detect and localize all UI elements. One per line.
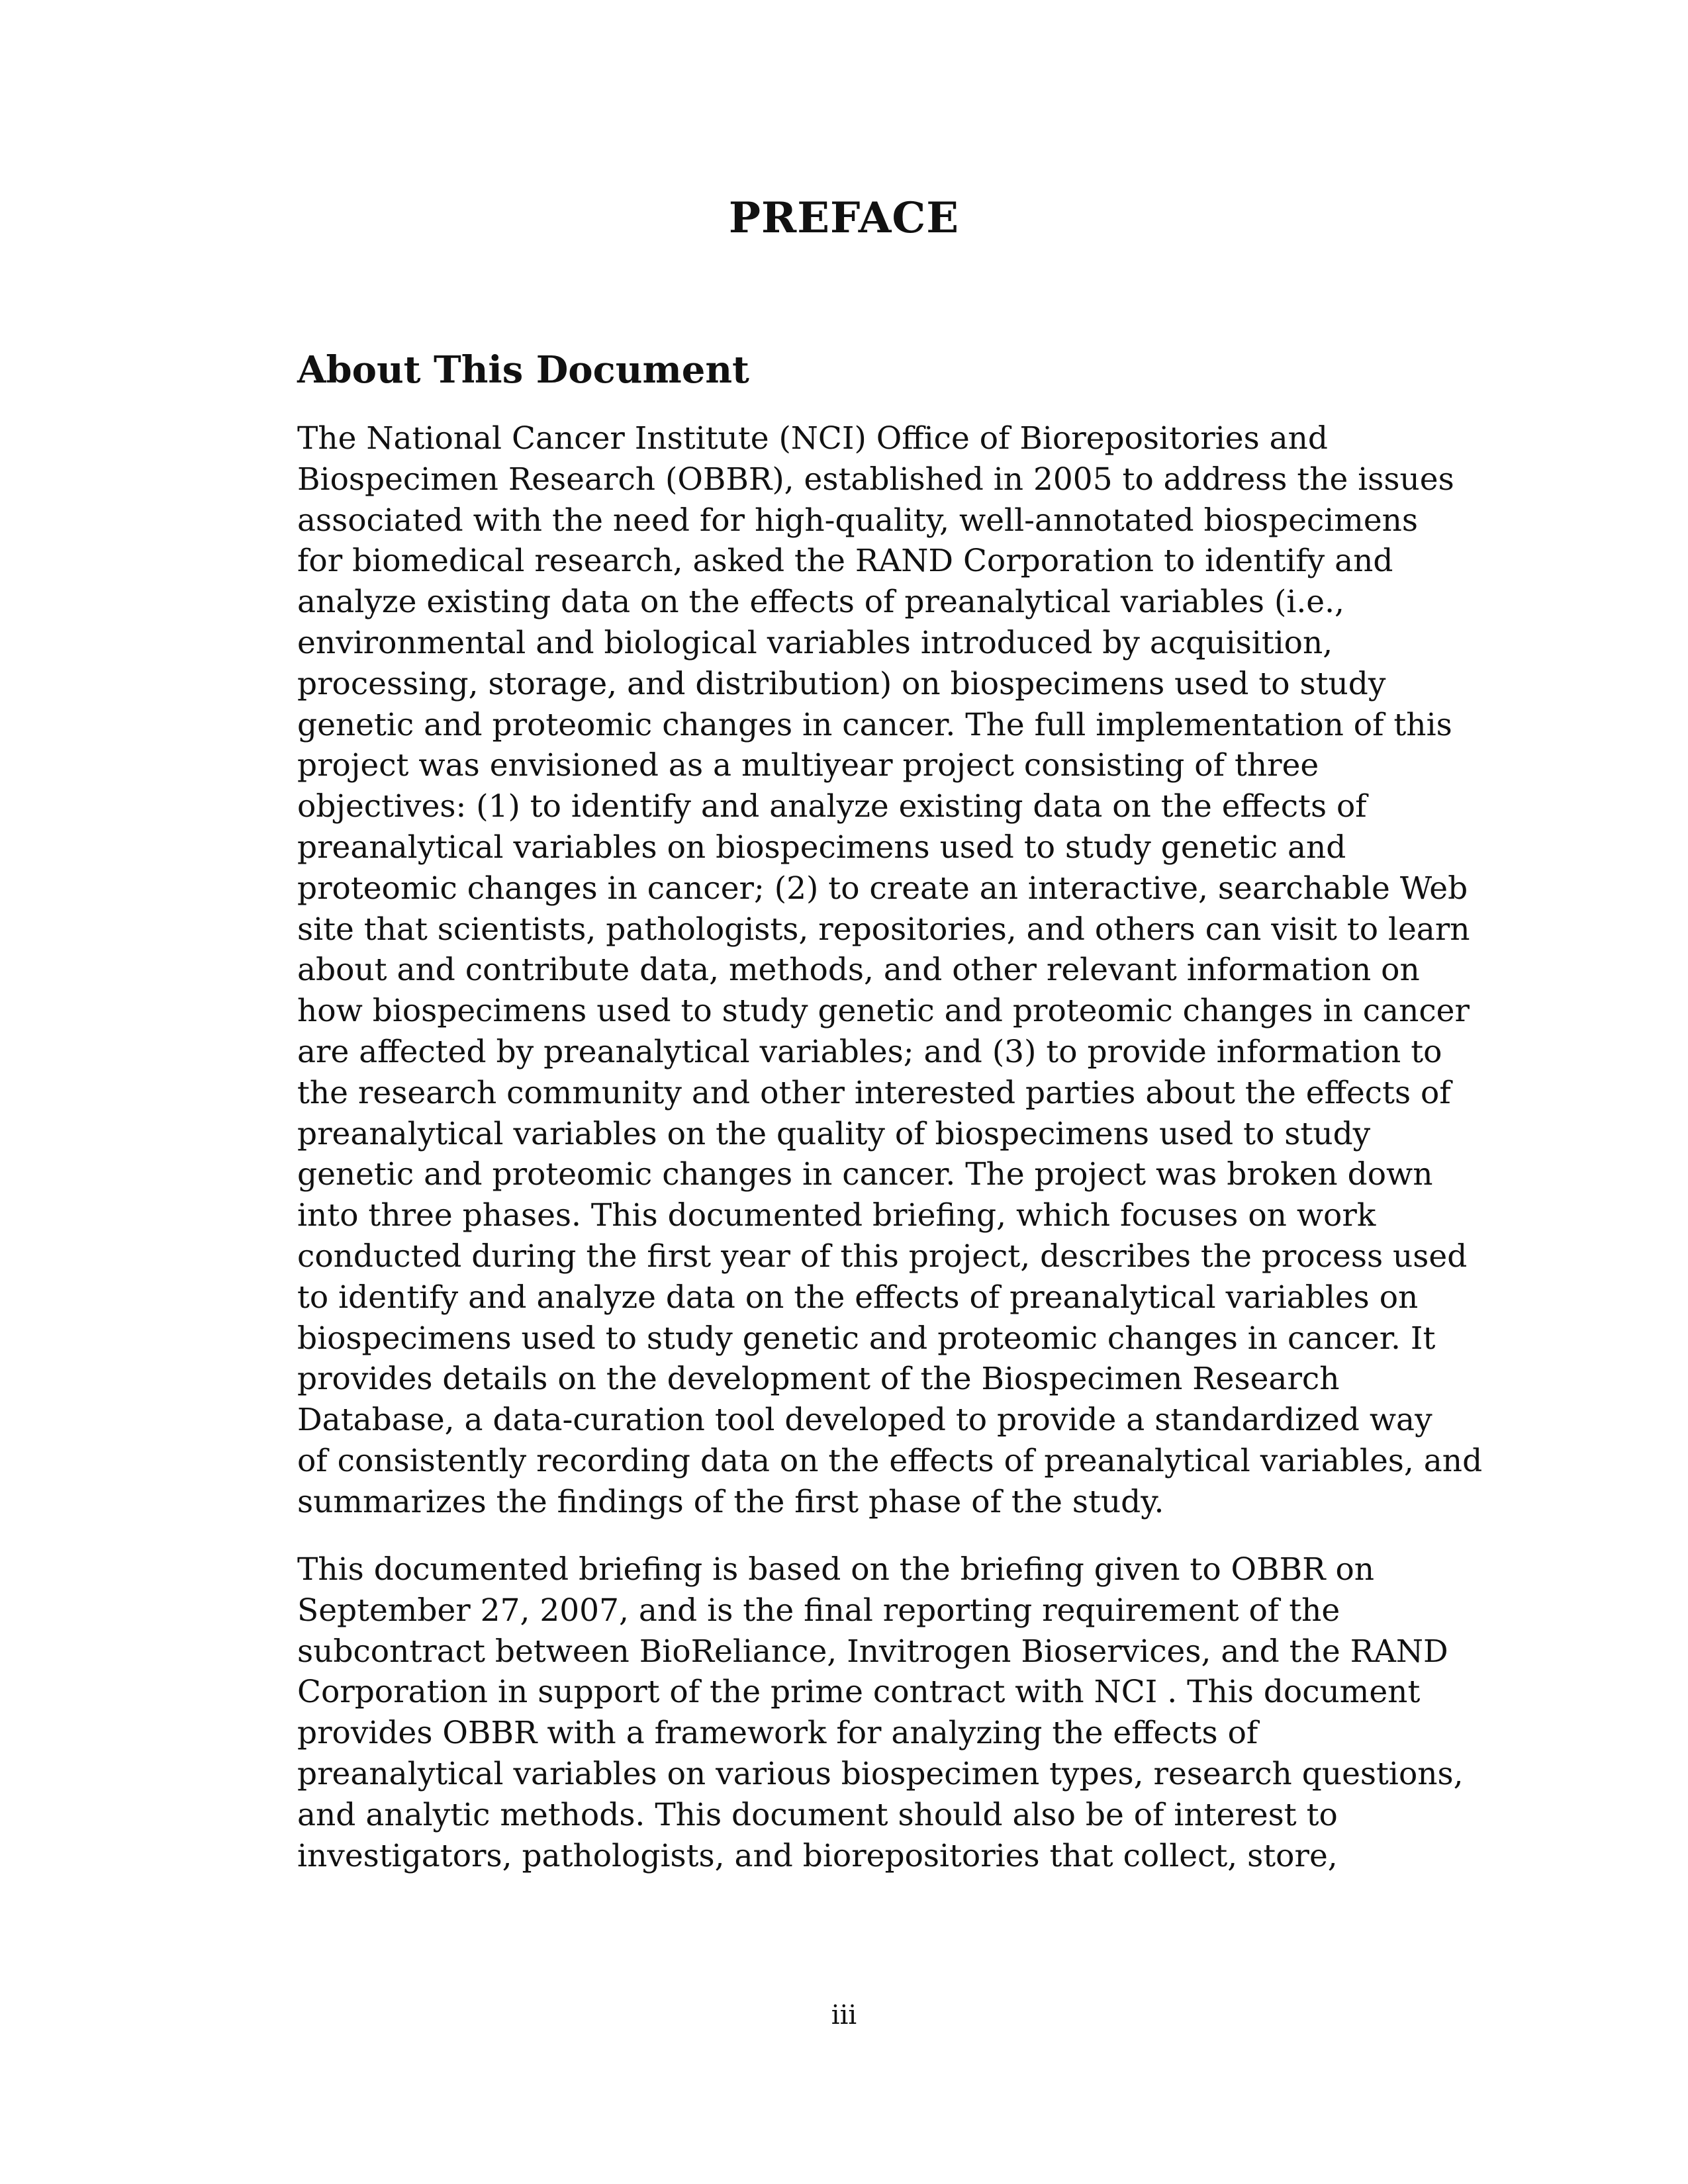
text-line: summarizes the findings of the first phase of the study. <box>297 1483 1164 1520</box>
text-line: investigators, pathologists, and biorepositories that collect, store, <box>297 1837 1338 1874</box>
text-line: conducted during the first year of this project, describes the process used <box>297 1238 1468 1275</box>
text-line: associated with the need for high-quality, well-annotated biospecimens <box>297 502 1419 539</box>
text-line: environmental and biological variables introduced by acquisition, <box>297 624 1333 661</box>
text-line: are affected by preanalytical variables; and (3) to provide information to <box>297 1033 1442 1070</box>
text-line: of consistently recording data on the effects of preanalytical variables, and <box>297 1442 1483 1479</box>
text-line: site that scientists, pathologists, repositories, and others can visit to learn <box>297 911 1470 948</box>
text-line: and analytic methods. This document should also be of interest to <box>297 1796 1338 1833</box>
text-line: preanalytical variables on biospecimens used to study genetic and <box>297 829 1346 866</box>
text-line: genetic and proteomic changes in cancer. The full implementation of this <box>297 706 1452 743</box>
paragraph-briefing <box>297 1549 1464 1876</box>
text-line: biospecimens used to study genetic and proteomic changes in cancer. It <box>297 1320 1436 1357</box>
text-line: project was envisioned as a multiyear project consisting of three <box>297 747 1319 784</box>
section-heading: About This Document <box>297 348 749 392</box>
text-line: analyze existing data on the effects of preanalytical variables (i.e., <box>297 584 1344 621</box>
text-line: proteomic changes in cancer; (2) to create an interactive, searchable Web <box>297 870 1468 907</box>
text-line: Database, a data-curation tool developed to provide a standardized way <box>297 1402 1432 1439</box>
text-line: processing, storage, and distribution) on biospecimens used to study <box>297 665 1386 702</box>
text-line: genetic and proteomic changes in cancer. The project was broken down <box>297 1156 1433 1193</box>
text-line: to identify and analyze data on the effects of preanalytical variables on <box>297 1279 1419 1316</box>
text-line: Biospecimen Research (OBBR), established in 2005 to address the issues <box>297 461 1454 498</box>
text-line: This documented briefing is based on the briefing given to OBBR on <box>297 1551 1375 1588</box>
text-line: for biomedical research, asked the RAND Corporation to identify and <box>297 543 1393 580</box>
text-line: Corporation in support of the prime contract with NCI . This document <box>297 1674 1421 1711</box>
text-line: The National Cancer Institute (NCI) Office of Biorepositories and <box>297 420 1329 457</box>
text-line: September 27, 2007, and is the final reporting requirement of the <box>297 1592 1340 1629</box>
text-line: how biospecimens used to study genetic and proteomic changes in cancer <box>297 993 1470 1030</box>
text-line: provides OBBR with a framework for analyzing the effects of <box>297 1715 1258 1752</box>
text-line: about and contribute data, methods, and other relevant information on <box>297 952 1420 989</box>
text-line: the research community and other interested parties about the effects of <box>297 1074 1451 1111</box>
text-line: provides details on the development of the Biospecimen Research <box>297 1361 1340 1398</box>
text-line: subcontract between BioReliance, Invitrogen Bioservices, and the RAND <box>297 1633 1448 1670</box>
text-line: objectives: (1) to identify and analyze existing data on the effects of <box>297 788 1367 825</box>
paragraph-about <box>297 418 1483 1523</box>
text-line: into three phases. This documented briefing, which focuses on work <box>297 1197 1376 1234</box>
page-number: iii <box>831 2000 857 2030</box>
text-line: preanalytical variables on the quality of biospecimens used to study <box>297 1115 1371 1152</box>
text-line: preanalytical variables on various biospecimen types, research questions, <box>297 1755 1464 1792</box>
page-title: PREFACE <box>728 193 960 243</box>
